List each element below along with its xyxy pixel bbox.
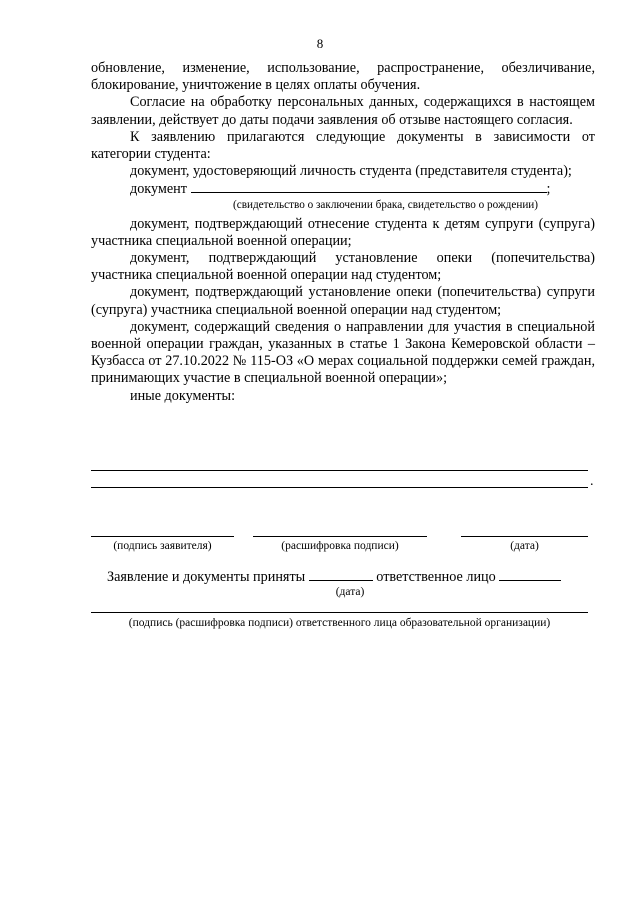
other-documents-line-2[interactable] (91, 487, 588, 488)
document-semicolon: ; (546, 181, 551, 198)
responsible-person-input[interactable] (499, 568, 561, 581)
item-other-documents: иные документы: (130, 387, 236, 404)
paragraph-processing-actions: обновление, изменение, использование, распространение, обезличивание, блокирование, уничтожение в целях оплаты обучения. (91, 60, 595, 94)
applicant-signature-line[interactable] (91, 536, 234, 537)
end-period: . (590, 474, 594, 489)
document-input-line[interactable] (191, 180, 547, 193)
date-caption: (дата) (510, 540, 539, 552)
item-document-fill-line (91, 180, 595, 198)
other-documents-line-1[interactable] (91, 470, 588, 471)
acceptance-line (91, 568, 601, 586)
signature-decoding-line[interactable] (253, 536, 427, 537)
item-guardianship-participant: документ, подтверждающий установление опеки (попечительства) участника специальной военной операции над студентом; (91, 250, 595, 284)
paragraph-consent-validity: Согласие на обработку персональных данных, содержащихся в настоящем заявлении, действует до даты подачи заявления об отзыве настоящего согласия. (91, 94, 595, 128)
item-relation-document: документ, подтверждающий отнесение студента к детям супруги (супруга) участника специальной военной операции; (91, 215, 595, 249)
document-body (91, 60, 595, 405)
paragraph-attached-documents: К заявлению прилагаются следующие документы в зависимости от категории студента: (91, 128, 595, 163)
page-number: 8 (316, 36, 324, 51)
official-signature-caption: (подпись (расшифровка подписи) ответственного лица образовательной организации) (128, 617, 551, 629)
item-guardianship-spouse: документ, подтверждающий установление опеки (попечительства) супруги (супруга) участника специальной военной операции над студентом; (91, 284, 595, 318)
acceptance-date-input[interactable] (309, 568, 373, 581)
acceptance-date-caption: (дата) (335, 586, 365, 598)
item-direction-document: документ, содержащий сведения о направлении для участия в специальной военной операции граждан, указанных в статье 1 Закона Кемеровской области – Кузбасса от 27.10.2022 № 115-ОЗ «О мерах социальной поддержки семей граждан, принимающих участие в специальной военной операции»; (91, 318, 595, 387)
date-line[interactable] (461, 536, 588, 537)
document-caption: (свидетельство о заключении брака, свидетельство о рождении) (233, 198, 539, 211)
item-identity-document: документ, удостоверяющий личность студента (представителя студента); (130, 163, 572, 180)
signature-decoding-caption: (расшифровка подписи) (281, 540, 399, 552)
acceptance-text: Заявление и документы приняты (107, 569, 306, 585)
responsible-person-label: ответственное лицо (376, 569, 496, 585)
official-signature-line[interactable] (91, 612, 588, 613)
document-label: документ (130, 181, 187, 198)
applicant-signature-caption: (подпись заявителя) (113, 540, 212, 552)
